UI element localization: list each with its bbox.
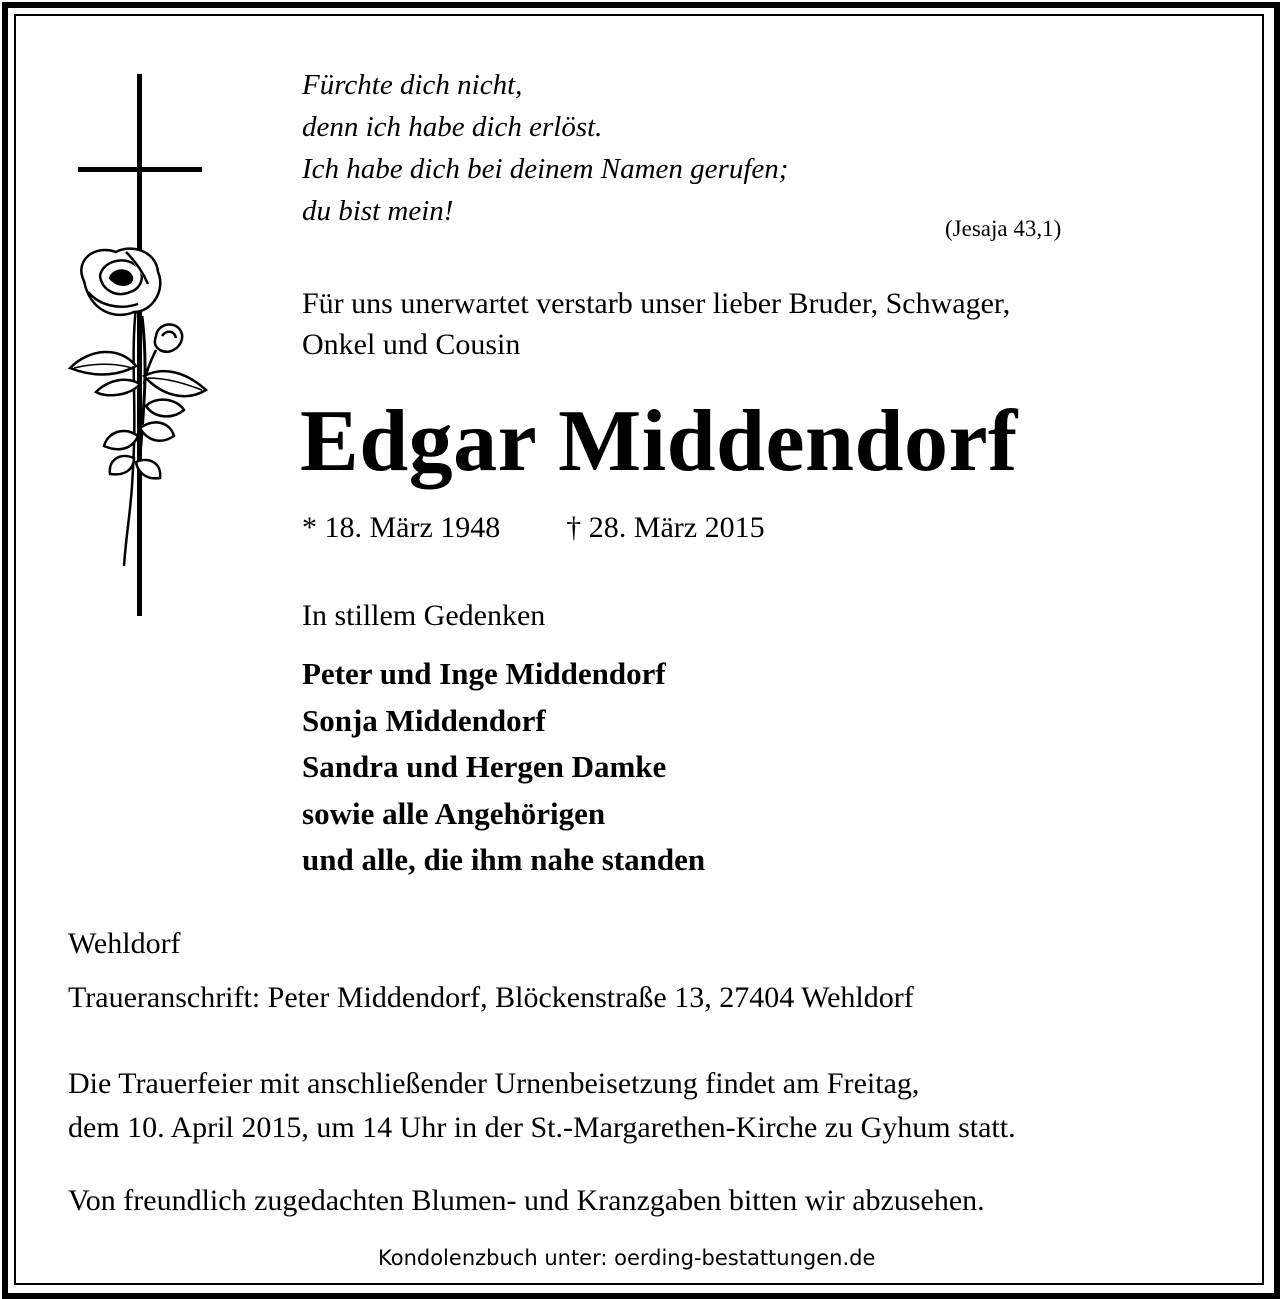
service-line: Die Trauerfeier mit anschließender Urnenbeisetzung findet am Freitag, xyxy=(68,1067,920,1100)
announcement-line: Onkel und Cousin xyxy=(302,328,521,361)
mourner: und alle, die ihm nahe standen xyxy=(302,842,706,877)
bible-quote xyxy=(302,64,788,232)
mourners-list xyxy=(302,651,705,884)
mourner: Sonja Middendorf xyxy=(302,702,546,738)
flowers-note: Von freundlich zugedachten Blumen- und Kranzgaben bitten wir abzusehen. xyxy=(68,1184,985,1217)
service-line: dem 10. April 2015, um 14 Uhr in der St.-Margarethen-Kirche zu Gyhum statt. xyxy=(68,1111,1016,1144)
cross-with-rose-icon xyxy=(60,66,230,622)
mourner: Sandra und Hergen Damke xyxy=(302,749,667,784)
quote-line: Ich habe dich bei deinem Namen gerufen; xyxy=(302,153,789,185)
funeral-service-info xyxy=(68,1062,1016,1150)
birth-date: * 18. März 1948 xyxy=(302,511,501,544)
place-name: Wehldorf xyxy=(68,927,181,960)
deceased-name: Edgar Middendorf xyxy=(300,393,1018,490)
mourner: sowie alle Angehörigen xyxy=(302,795,606,831)
verse-reference: (Jesaja 43,1) xyxy=(945,216,1062,241)
death-announcement xyxy=(302,283,1010,365)
memorial-phrase: In stillem Gedenken xyxy=(302,599,546,632)
quote-line: denn ich habe dich erlöst. xyxy=(302,111,603,143)
mourning-address: Traueranschrift: Peter Middendorf, Blöckenstraße 13, 27404 Wehldorf xyxy=(68,981,914,1014)
announcement-line: Für uns unerwartet verstarb unser lieber Bruder, Schwager, xyxy=(302,287,1011,320)
quote-line: du bist mein! xyxy=(302,195,454,227)
condolence-book-note: Kondolenzbuch unter: oerding-bestattungen.de xyxy=(378,1246,876,1270)
death-date: † 28. März 2015 xyxy=(566,511,765,544)
quote-line: Fürchte dich nicht, xyxy=(302,69,523,101)
life-dates xyxy=(302,506,765,550)
mourner: Peter und Inge Middendorf xyxy=(302,656,666,691)
